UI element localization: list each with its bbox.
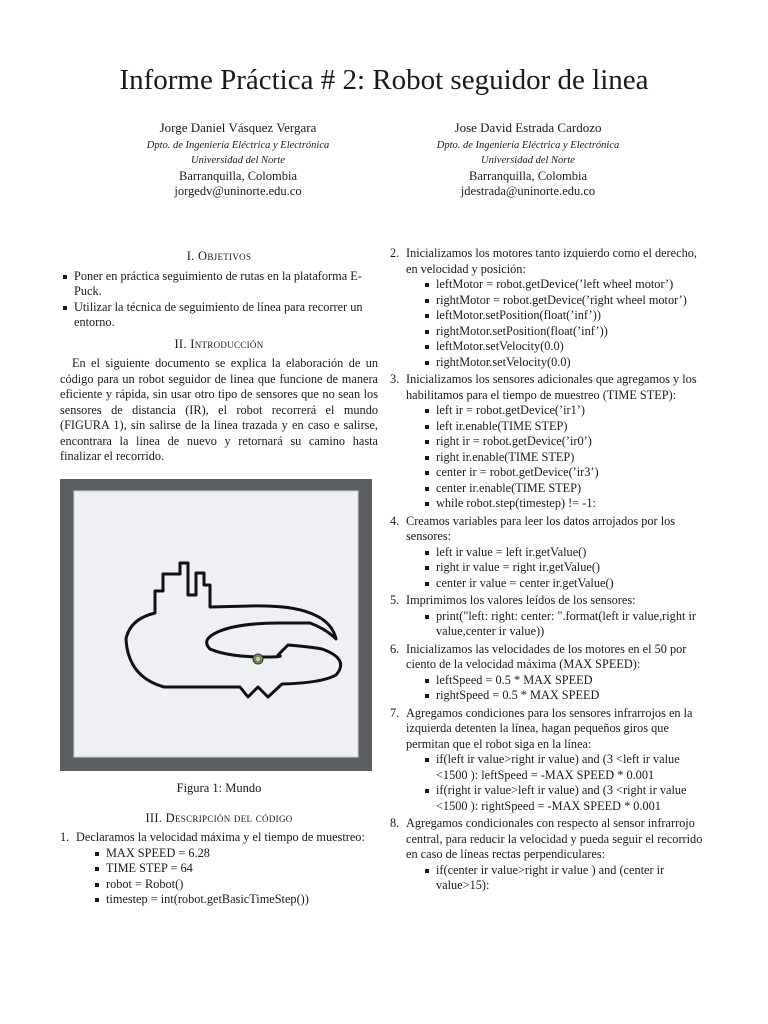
step-number: 6.	[390, 641, 400, 656]
code-line: while robot.step(timestep) != -1:	[422, 496, 710, 512]
code-list	[422, 673, 710, 704]
code-line: rightMotor.setPosition(float(’inf’))	[422, 324, 710, 340]
code-line: right ir.enable(TIME STEP)	[422, 450, 710, 466]
section-heading: II. Introducción	[174, 336, 264, 351]
code-line: left ir.enable(TIME STEP)	[422, 419, 710, 435]
step-number: 1.	[60, 830, 70, 844]
world-map-image	[60, 479, 372, 771]
author-city: Barranquilla, Colombia	[178, 168, 298, 183]
step-item	[390, 642, 710, 704]
step-text: Agregamos condiciones para los sensores infrarrojos en la izquierda detenten la línea, hagan pequeños giros que permitan que el robot siga en la línea:	[406, 705, 693, 751]
code-list	[92, 846, 378, 908]
code-line: left ir value = left ir.getValue()	[422, 545, 710, 561]
step-text: Imprimimos los valores leídos de los sensores:	[406, 593, 636, 607]
code-line: robot = Robot()	[92, 877, 378, 893]
author-block-1	[88, 120, 388, 200]
author-dept: Dpto. de Ingeniería Eléctrica y Electrónica	[436, 139, 620, 151]
code-line: print("left: right: center: ".format(left ir value,right ir value,center ir value))	[422, 609, 710, 640]
code-line: TIME STEP = 64	[92, 861, 378, 877]
objectives-list	[60, 269, 378, 331]
code-list	[422, 752, 710, 814]
code-line: right ir value = right ir.getValue()	[422, 560, 710, 576]
code-line: leftMotor.setPosition(float(’inf’))	[422, 308, 710, 324]
step-text: Inicializamos las velocidades de los motores en el 50 por ciento de la velocidad máxima (MAX SPEED):	[406, 641, 687, 671]
step-text: Inicializamos los motores tanto izquierdo como el derecho, en velocidad y posición:	[406, 246, 697, 276]
code-line: if(center ir value>right ir value ) and (center ir value>15):	[422, 863, 710, 894]
code-line: right ir = robot.getDevice(’ir0’)	[422, 434, 710, 450]
left-column	[60, 246, 378, 910]
step-item	[390, 816, 710, 894]
step-text: Inicializamos los sensores adicionales que agregamos y los habilitamos para el tiempo de muestreo (TIME STEP):	[406, 372, 697, 402]
list-item: Utilizar la técnica de seguimiento de línea para recorrer un entorno.	[60, 300, 378, 331]
author-name: Jose David Estrada Cardozo	[454, 120, 602, 135]
intro-paragraph: En el siguiente documento se explica la elaboración de un código para un robot seguidor de linea que funcione de manera eficiente y rápida, sin usar otro tipo de sensores que no sean los sensores de distancia (IR), el robot recorrerá el mundo (FIGURA 1), sin salirse de la linea trazada y en caso e salirse, encontrara la linea de nuevo y retornará su camino hasta finalizar el recorrido.	[60, 356, 378, 463]
code-line: rightMotor.setVelocity(0.0)	[422, 355, 710, 371]
author-dept: Dpto. de Ingeniería Eléctrica y Electrónica	[146, 139, 330, 151]
author-city: Barranquilla, Colombia	[468, 168, 588, 183]
author-university: Universidad del Norte	[481, 155, 575, 166]
code-line: center ir value = center ir.getValue()	[422, 576, 710, 592]
steps-list-right	[390, 246, 710, 894]
code-line: timestep = int(robot.getBasicTimeStep())	[92, 892, 378, 908]
step-text: Creamos variables para leer los datos arrojados por los sensores:	[406, 513, 676, 543]
author-name: Jorge Daniel Vásquez Vergara	[159, 120, 317, 135]
code-line: rightMotor = robot.getDevice(’right wheel motor’)	[422, 293, 710, 309]
code-line: if(right ir value>left ir value) and (3 <right ir value <1500 ): rightSpeed = -MAX SPEED * 0.001	[422, 783, 710, 814]
section-heading: III. Descripción del código	[145, 810, 293, 825]
code-line: if(left ir value>right ir value) and (3 <left ir value <1500 ): leftSpeed = -MAX SPEED * 0.001	[422, 752, 710, 783]
author-email: jorgedv@uninorte.edu.co	[174, 184, 302, 198]
step-item	[60, 830, 378, 908]
steps-list-left	[60, 830, 378, 908]
author-university: Universidad del Norte	[191, 155, 285, 166]
paper-title: Informe Práctica # 2: Robot seguidor de linea	[119, 64, 649, 96]
step-item	[390, 706, 710, 815]
code-line: rightSpeed = 0.5 * MAX SPEED	[422, 688, 710, 704]
step-item	[390, 372, 710, 512]
step-number: 7.	[390, 705, 400, 720]
step-item	[390, 246, 710, 370]
step-number: 3.	[390, 372, 400, 386]
figure-1	[60, 479, 378, 797]
code-line: MAX SPEED = 6.28	[92, 846, 378, 862]
code-line: left ir = robot.getDevice(’ir1’)	[422, 403, 710, 419]
step-item	[390, 593, 710, 640]
code-list	[422, 403, 710, 512]
code-line: center ir.enable(TIME STEP)	[422, 481, 710, 497]
step-number: 4.	[390, 513, 400, 528]
author-email: jdestrada@uninorte.edu.co	[460, 184, 596, 198]
code-line: leftSpeed = 0.5 * MAX SPEED	[422, 673, 710, 689]
step-text: Agregamos condicionales con respecto al sensor infrarrojo central, para reducir la velocidad y pueda seguir el recorrido en caso de líneas rectas perpendiculares:	[406, 816, 703, 861]
code-line: leftMotor.setVelocity(0.0)	[422, 339, 710, 355]
code-line: center ir = robot.getDevice(’ir3’)	[422, 465, 710, 481]
code-list	[422, 277, 710, 370]
step-number: 8.	[390, 816, 400, 830]
author-block-2	[378, 120, 678, 200]
step-item	[390, 514, 710, 592]
step-number: 2.	[390, 246, 400, 260]
code-list	[422, 863, 710, 894]
step-text: Declaramos la velocidad máxima y el tiempo de muestreo:	[76, 830, 365, 844]
code-list	[422, 545, 710, 592]
code-list	[422, 609, 710, 640]
section-heading: I. Objetivos	[186, 249, 252, 263]
figure-caption: Figura 1: Mundo	[176, 781, 262, 795]
step-number: 5.	[390, 593, 400, 607]
list-item: Poner en práctica seguimiento de rutas en la plataforma E-Puck.	[60, 269, 378, 300]
code-line: leftMotor = robot.getDevice(’left wheel motor’)	[422, 277, 710, 293]
right-column	[390, 246, 710, 896]
